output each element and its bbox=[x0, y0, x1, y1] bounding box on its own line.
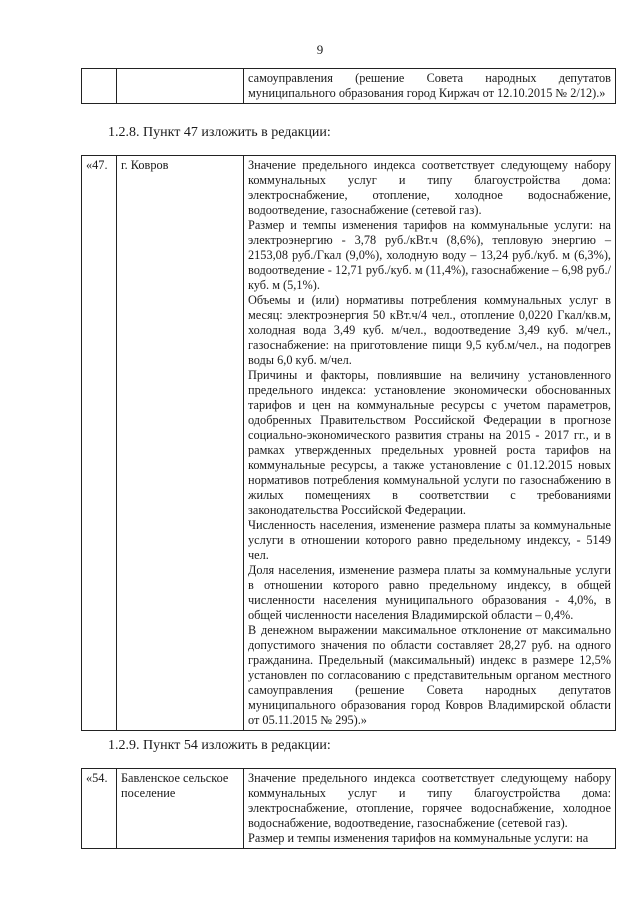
paragraph: Объемы и (или) нормативы потребления коммунальных услуг в месяц: электроэнергия 50 кВт.ч/4 чел., отопление 0,0220 Гкал/кв.м, холодная вода 3,49 куб. м/чел., водоотведение 3,49 куб. м/чел., газоснабжение: на приготовление пищи 9,5 куб.м/чел., на подогрев воды 6,0 куб. м/чел. bbox=[248, 293, 611, 367]
description-cell bbox=[244, 769, 616, 849]
paragraph: Доля населения, изменение размера платы за коммунальные услуги в отношении которого равно предельному индексу, в общей численности населения муниципального образования - 4,0%, в общей численности населения Владимирской области – 0,4%. bbox=[248, 563, 611, 622]
paragraph: Значение предельного индекса соответствует следующему набору коммунальных услуг и типу благоустройства дома: электроснабжение, отопление, горячее водоснабжение, холодное водоснабжение, водоотведение, газоснабжение (сетевой газ). bbox=[248, 771, 611, 830]
paragraph: самоуправления (решение Совета народных депутатов муниципального образования город Киржач от 12.10.2015 № 2/12).» bbox=[248, 71, 611, 100]
municipality-name-cell: Бавленское сельское поселение bbox=[117, 769, 244, 849]
item-47-table bbox=[81, 155, 616, 731]
description-cell bbox=[244, 156, 616, 731]
description-cell bbox=[244, 69, 616, 104]
continuation-table bbox=[81, 68, 616, 104]
paragraph: Численность населения, изменение размера платы за коммунальные услуги в отношении которого равно предельному индексу, - 5149 чел. bbox=[248, 518, 611, 562]
section-heading-1-2-8: 1.2.8. Пункт 47 изложить в редакции: bbox=[108, 125, 331, 140]
row-number-cell: «54. bbox=[82, 769, 117, 849]
table-row bbox=[82, 156, 616, 731]
municipality-name-cell bbox=[117, 69, 244, 104]
table-row bbox=[82, 69, 616, 104]
paragraph: Размер и темпы изменения тарифов на коммунальные услуги: на электроэнергию - 3,78 руб./кВт.ч (8,6%), тепловую энергию – 2153,08 руб./Гкал (9,0%), холодную воду – 13,24 руб./куб. м (6,3%), водоотведение - 12,71 руб./куб. м (11,4%), газоснабжение – 6,98 руб./куб. м (5,1%). bbox=[248, 218, 611, 292]
page-number: 9 bbox=[316, 42, 324, 57]
paragraph: В денежном выражении максимальное отклонение от максимально допустимого значения по области составляет 28,27 руб. на одного гражданина. Предельный (максимальный) индекс в размере 12,5% установлен по согласованию с представительным органом местного самоуправления (решение Совета народных депутатов муниципального образования город Ковров Владимирской области от 05.11.2015 № 295).» bbox=[248, 623, 611, 727]
row-number-cell bbox=[82, 69, 117, 104]
paragraph: Значение предельного индекса соответствует следующему набору коммунальных услуг и типу благоустройства дома: электроснабжение, отопление, холодное водоснабжение, водоотведение, газоснабжение (сетевой газ). bbox=[248, 158, 611, 217]
paragraph: Причины и факторы, повлиявшие на величину установленного предельного индекса: установление экономически обоснованных тарифов и цен на коммунальные ресурсы с учетом параметров, одобренных Правительством Российской Федерации в прогнозе социально-экономического развития страны на 2015 - 2017 гг., и в рамках утвержденных предельных уровней роста тарифов на коммунальные ресурсы, а также установление с 01.12.2015 новых нормативов потребления коммунальной услуги по газоснабжению в жилых помещениях в соответствии с требованиями законодательства Российской Федерации. bbox=[248, 368, 611, 517]
table-row bbox=[82, 769, 616, 849]
section-heading-1-2-9: 1.2.9. Пункт 54 изложить в редакции: bbox=[108, 738, 331, 753]
item-54-table bbox=[81, 768, 616, 849]
row-number-cell: «47. bbox=[82, 156, 117, 731]
municipality-name-cell: г. Ковров bbox=[117, 156, 244, 731]
paragraph: Размер и темпы изменения тарифов на коммунальные услуги: на bbox=[248, 831, 589, 845]
